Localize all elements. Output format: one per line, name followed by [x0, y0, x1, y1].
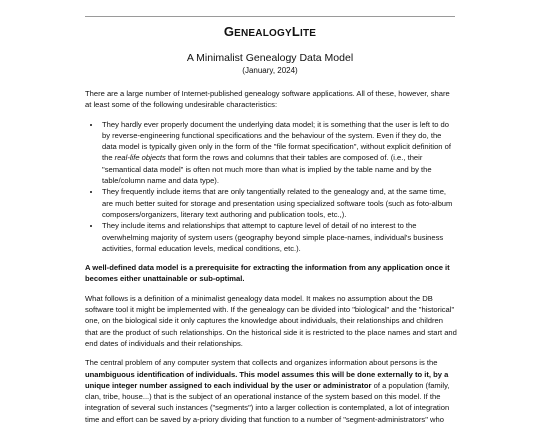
- follows-paragraph: What follows is a definition of a minimalist genealogy data model. It makes no assumption about the DB software tool it might be implemented with. If the genealogy can be divided into "biological" and the "historical" one, on the biological side it only captures the knowledge about individuals, their relationships and children that are the product of such relationships. On the historical side it is restricted to the place names and start and end dates of individuals and their relationships.: [85, 293, 457, 348]
- central-problem-paragraph: The central problem of any computer system that collects and organizes information about persons is the unambiguous identification of individuals. This model assumes this will be done externally to it, by a unique integer number assigned to each individual by the user or administrator of a population (family, clan, tribe, house...) that is the subject of an operational instance of the system based on this model. If the integration of several such instances ("segments") into a larger collection is contemplated, a lot of integration time and effort can be saved by a-priory dividing that function to a number of "segment-administrators" who: [85, 358, 450, 424]
- document-date: (January, 2024): [242, 66, 298, 75]
- title-small-caps-2: ITE: [300, 28, 317, 39]
- top-rule: [85, 16, 455, 17]
- document-title: [0, 24, 540, 39]
- emphasis-real-life-objects: real-life objects: [114, 153, 166, 163]
- document-body: [85, 88, 457, 433]
- title-small-caps-1: ENEALOGY: [234, 28, 292, 39]
- document-subtitle: A Minimalist Genealogy Data Model: [186, 52, 354, 64]
- intro-paragraph: There are a large number of Internet-published genealogy software applications. All of these, however, share at least some of the following undesirable characteristics:: [85, 89, 450, 110]
- bold-identification-text: unambiguous identification of individuals. This model assumes this will be done externally to it, by a unique integer number assigned to each individual by the user or administrator: [85, 369, 449, 390]
- title-initial-l: L: [291, 24, 300, 39]
- bold-statement: A well-defined data model is a prerequisite for extracting the information from any application once it becomes either unattainable or sub-optimal.: [85, 263, 450, 284]
- list-item: • They frequently include items that are only tangentially related to the genealogy and, at the same time, are much better suited for storage and presentation using specialized software tools (such as foto-album composers/organizers, literary text authoring and publication tools, etc.,).: [101, 186, 457, 220]
- title-initial-g: G: [223, 24, 235, 39]
- characteristics-list: [85, 119, 457, 255]
- list-item: • They hardly ever properly document the underlying data model; it is something that the user is left to do by reverse-engineering functional specifications and the behaviour of the system. Even if they do, the data model is typically given only in the form of the "file format specification", without explicit definition of the real-life objects that form the rows and columns that their tables are composed of. (i.e., their "semantical data model" is often not much more than what is implied by the table name and by the table/column name and data type).: [101, 119, 457, 187]
- list-item: • They include items and relationships that attempt to capture level of detail of no interest to the overwhelming majority of system users (geography beyond simple place-names, individual's business activities, formal education levels, medical conditions, etc.).: [101, 220, 457, 254]
